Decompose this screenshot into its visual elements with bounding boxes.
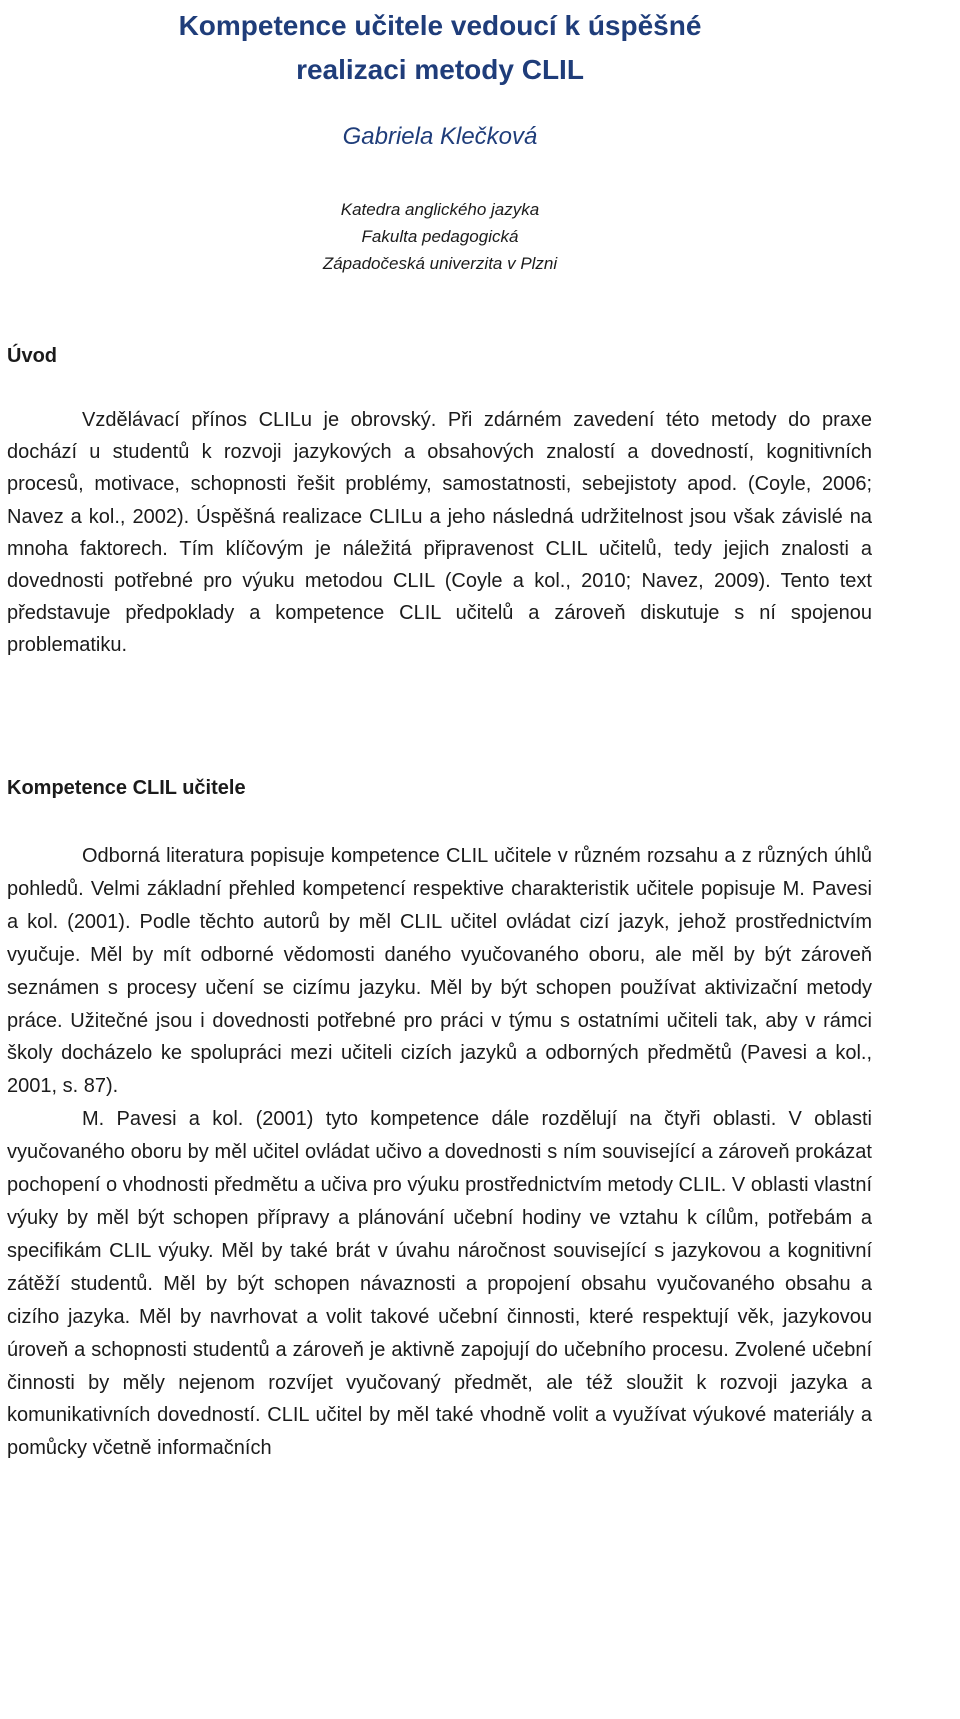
affiliation-department: Katedra anglického jazyka <box>340 200 540 219</box>
affiliation-block <box>0 196 880 277</box>
paragraph: Odborná literatura popisuje kompetence CLIL učitele v různém rozsahu a z různých úhlů pohledů. Velmi základní přehled kompetencí respektive charakteristik učitele popisuje M. Pavesi a kol. (2001). Podle těchto autorů by měl CLIL učitel ovládat cizí jazyk, jehož prostřednictvím vyučuje. Měl by mít odborné vědomosti daného vyučovaného oboru, ale měl by být zároveň seznámen s procesy učení se cizímu jazyku. Měl by být schopen používat aktivizační metody práce. Užitečné jsou i dovednosti potřebné pro práci v týmu s ostatními učiteli tak, aby v rámci školy docházelo ke spolupráci mezi učiteli cizích jazyků a odborných předmětů (Pavesi a kol., 2001, s. 87). <box>7 845 872 1098</box>
affiliation-faculty: Fakulta pedagogická <box>361 227 519 246</box>
title-line-2: realizaci metody CLIL <box>296 54 584 85</box>
section-body-kompetence <box>7 840 872 1465</box>
affiliation-university: Západočeská univerzita v Plzni <box>322 254 558 273</box>
section-body-uvod <box>7 404 872 662</box>
paragraph: M. Pavesi a kol. (2001) tyto kompetence dále rozdělují na čtyři oblasti. V oblasti vyučovaného oboru by měl učitel ovládat učivo a dovednosti s ním související a zároveň prokázat pochopení o vhodnosti předmětu a učiva pro výuku prostřednictvím metody CLIL. V oblasti vlastní výuky by měl být schopen přípravy a plánování učební hodiny ve vztahu k cílům, potřebám a specifikám CLIL výuky. Měl by také brát v úvahu náročnost související s jazykovou a kognitivní zátěží studentů. Měl by být schopen návaznosti a propojení obsahu vyučovaného obsahu a cizího jazyka. Měl by navrhovat a volit takové učební činnosti, které respektují věk, jazykovou úroveň a schopnosti studentů a zároveň je aktivně zapojují do učebního procesu. Zvolené učební činnosti by měly nejenom rozvíjet vyučovaný předmět, ale též sloužit k rozvoji jazyka a komunikativních dovedností. CLIL učitel by měl také vhodně volit a využívat výukové materiály a pomůcky včetně informačních <box>7 1108 872 1460</box>
title-line-1: Kompetence učitele vedoucí k úspěšné <box>178 10 702 41</box>
paragraph: Vzdělávací přínos CLILu je obrovský. Při zdárném zavedení této metody do praxe dochází u studentů k rozvoji jazykových a obsahových znalostí a dovedností, kognitivních procesů, motivace, schopnosti řešit problémy, samostatnosti, sebejistoty apod. (Coyle, 2006; Navez a kol., 2002). Úspěšná realizace CLILu a jeho následná udržitelnost jsou však závislé na mnoha faktorech. Tím klíčovým je náležitá připravenost CLIL učitelů, tedy jejich znalosti a dovednosti potřebné pro výuku metodou CLIL (Coyle a kol., 2010; Navez, 2009). Tento text představuje předpoklady a kompetence CLIL učitelů a zároveň diskutuje s ní spojenou problematiku. <box>7 409 872 657</box>
section-heading-kompetence: Kompetence CLIL učitele <box>7 777 246 799</box>
author-name: Gabriela Klečková <box>342 123 538 150</box>
document-title <box>0 4 880 92</box>
section-heading-uvod: Úvod <box>7 345 57 367</box>
